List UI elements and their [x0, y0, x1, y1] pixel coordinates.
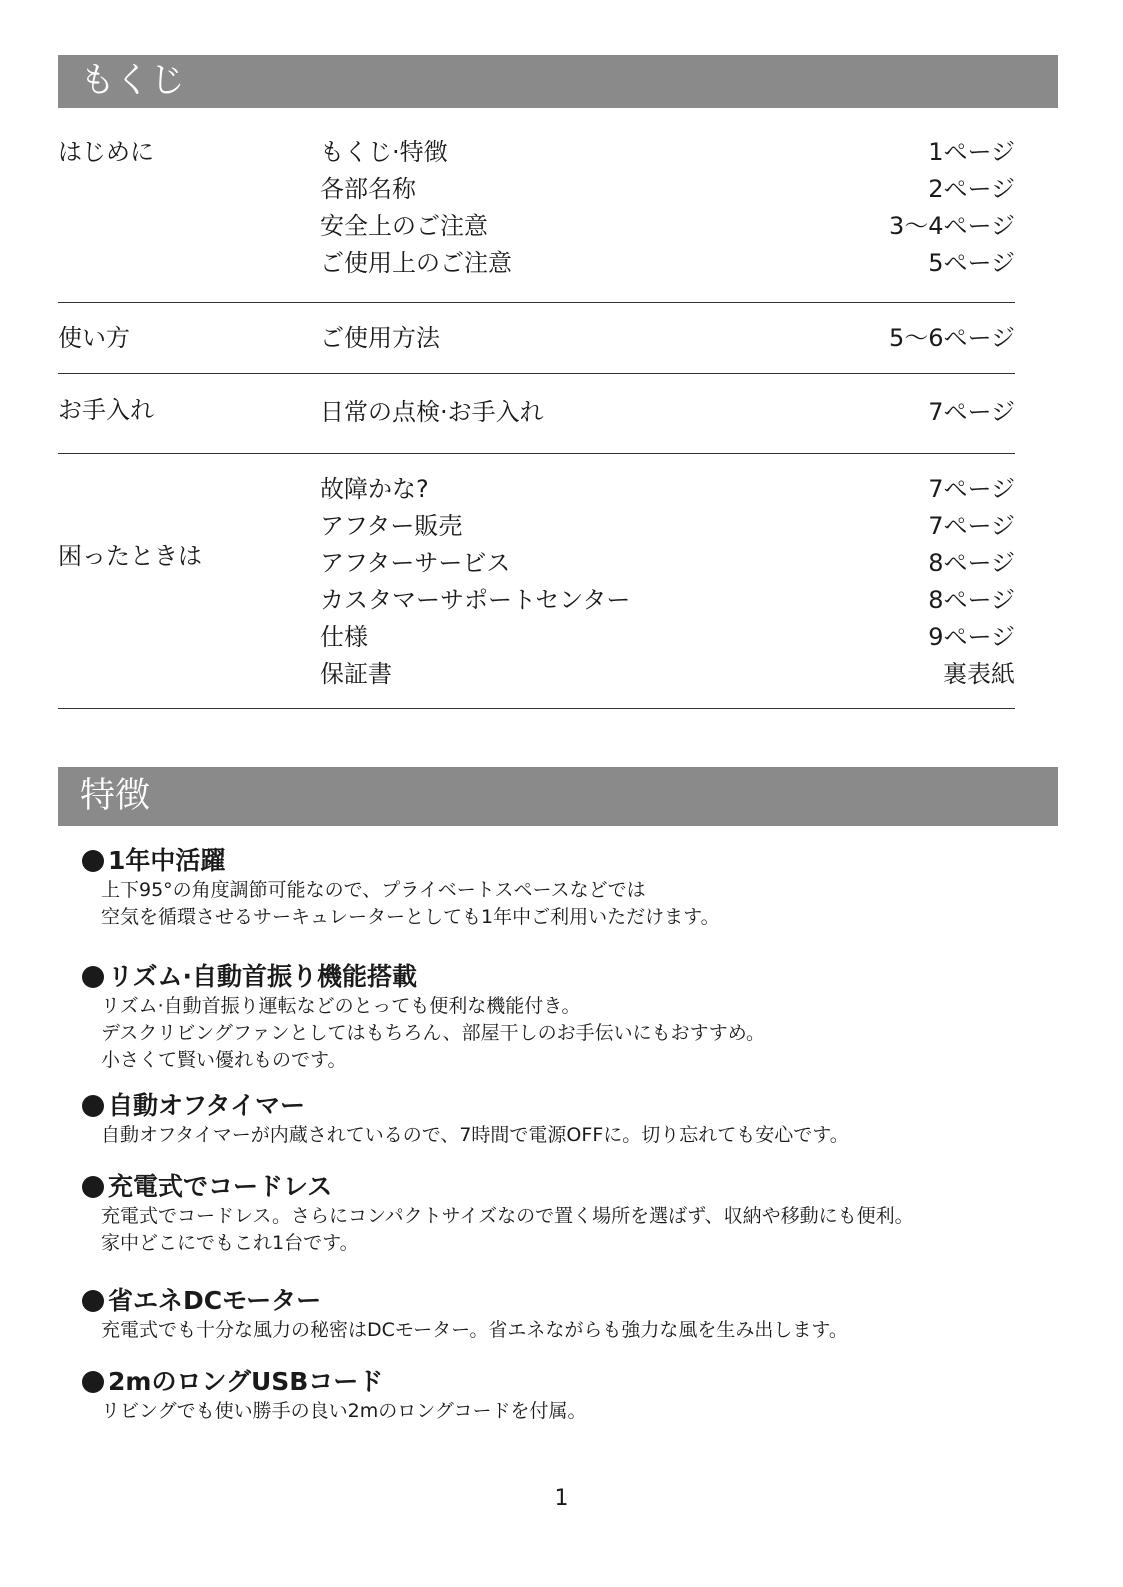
toc-entry — [320, 171, 1015, 208]
toc-entry-title: 日常の点検·お手入れ — [320, 398, 544, 426]
feature-line: リビングでも使い勝手の良い2mのロングコードを付属。 — [101, 1400, 587, 1422]
bullet-icon — [82, 1290, 104, 1312]
feature-item — [80, 845, 1040, 931]
feature-item — [80, 1171, 1040, 1257]
feature-title: 2mのロングUSBコード — [108, 1367, 384, 1396]
feature-line: リズム·自動首振り運転などのとっても便利な機能付き。 — [101, 995, 581, 1017]
bullet-icon — [82, 850, 104, 872]
toc-table — [58, 108, 1015, 709]
toc-entry — [320, 545, 1015, 582]
toc-entry-page: 9ページ — [928, 623, 1015, 651]
features-heading — [58, 767, 1058, 826]
feature-line: 充電式でコードレス。さらにコンパクトサイズなので置く場所を選ばず、収納や移動にも便利。 — [101, 1205, 914, 1227]
toc-entry-title: アフター販売 — [320, 512, 463, 540]
feature-title: 自動オフタイマー — [108, 1091, 306, 1120]
feature-title: 省エネDCモーター — [108, 1286, 322, 1315]
toc-entry — [320, 656, 1015, 693]
feature-line: 充電式でも十分な風力の秘密はDCモーター。省エネながらも強力な風を生み出します。 — [101, 1319, 848, 1341]
toc-entry — [320, 208, 1015, 245]
feature-line: 上下95°の角度調節可能なので、プライベートスペースなどでは — [101, 879, 646, 901]
bullet-icon — [82, 1095, 104, 1117]
feature-item — [80, 961, 1040, 1074]
toc-entry-page: 裏表紙 — [943, 660, 1015, 688]
toc-entry-title: カスタマーサポートセンター — [320, 586, 631, 614]
feature-title: 充電式でコードレス — [108, 1172, 333, 1201]
toc-entry — [320, 134, 1015, 171]
toc-entry-page: 8ページ — [928, 586, 1015, 614]
toc-entry-page: 2ページ — [928, 175, 1015, 203]
bullet-icon — [82, 966, 104, 988]
feature-line: 家中どこにでもこれ1台です。 — [101, 1232, 359, 1254]
feature-line: 小さくて賢い優れものです。 — [101, 1049, 347, 1071]
toc-entry-page: 7ページ — [928, 475, 1015, 503]
features-list — [80, 845, 1040, 1425]
feature-line: 自動オフタイマーが内蔵されているので、7時間で電源OFFに。切り忘れても安心です。 — [101, 1124, 849, 1146]
toc-entry-page: 5ページ — [928, 249, 1015, 277]
toc-entry — [320, 582, 1015, 619]
toc-entry-title: 仕様 — [320, 623, 368, 651]
feature-item — [80, 1366, 1040, 1425]
toc-entry — [320, 320, 1015, 357]
toc-entry — [320, 508, 1015, 545]
toc-entry-page: 7ページ — [928, 398, 1015, 426]
toc-section-usage — [58, 303, 1015, 374]
toc-entry-title: アフターサービス — [320, 549, 511, 577]
toc-entry-title: 安全上のご注意 — [320, 212, 488, 240]
toc-section-intro — [58, 108, 1015, 303]
toc-entry-title: ご使用方法 — [320, 324, 440, 352]
page-number: 1 — [554, 1486, 569, 1511]
toc-section-care — [58, 374, 1015, 454]
toc-category: はじめに — [58, 138, 154, 166]
feature-title: 1年中活躍 — [108, 846, 226, 875]
feature-item — [80, 1285, 1040, 1344]
toc-entry — [320, 394, 1015, 431]
bullet-icon — [82, 1371, 104, 1393]
toc-entry-title: 各部名称 — [320, 175, 416, 203]
bullet-icon — [82, 1176, 104, 1198]
toc-entry-title: 保証書 — [320, 660, 392, 688]
feature-item — [80, 1090, 1040, 1149]
feature-line: デスクリビングファンとしてはもちろん、部屋干しのお手伝いにもおすすめ。 — [101, 1022, 766, 1044]
toc-category: お手入れ — [58, 396, 154, 424]
features-heading-text: 特徴 — [80, 776, 151, 816]
toc-entry — [320, 245, 1015, 282]
toc-entry-page: 5～6ページ — [888, 324, 1015, 352]
toc-category: 使い方 — [58, 324, 130, 352]
toc-heading-text: もくじ — [80, 61, 186, 101]
toc-section-trouble — [58, 454, 1015, 709]
toc-category: 困ったときは — [58, 542, 202, 570]
toc-heading — [58, 55, 1058, 108]
toc-entry-page: 3～4ページ — [888, 212, 1015, 240]
toc-entry-title: ご使用上のご注意 — [320, 249, 512, 277]
toc-entry — [320, 619, 1015, 656]
toc-entry-page: 7ページ — [928, 512, 1015, 540]
toc-entry-page: 1ページ — [928, 138, 1015, 166]
feature-title: リズム·自動首振り機能搭載 — [108, 962, 417, 991]
toc-entry-page: 8ページ — [928, 549, 1015, 577]
feature-line: 空気を循環させるサーキュレーターとしても1年中ご利用いただけます。 — [101, 906, 720, 928]
toc-entry-title: もくじ·特徴 — [320, 138, 448, 166]
toc-entry — [320, 471, 1015, 508]
toc-entry-title: 故障かな? — [320, 475, 429, 503]
